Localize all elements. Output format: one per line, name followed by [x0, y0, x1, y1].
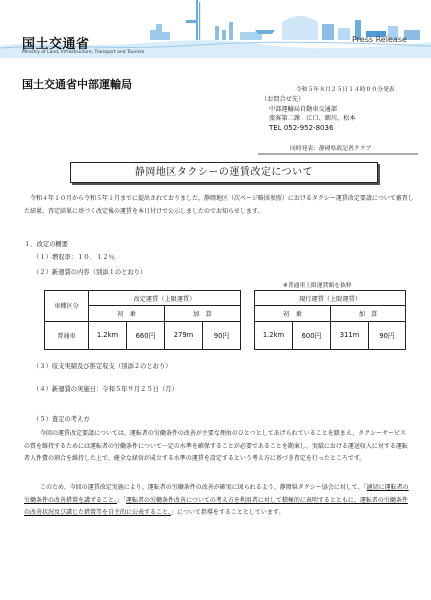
guidance-text-a: このため、今回の運賃改定実施により、運転者の労働条件の改善が確実に図られるよう、静岡県タクシー協会に対して、「	[40, 484, 367, 491]
contact-tel: TEL 052-952-8036	[269, 123, 334, 132]
ministry-logo: 国土交通省	[22, 37, 90, 52]
ministry-name-en: Ministry of Land, Infrastructure, Transport and Tourism	[22, 50, 145, 55]
issuing-organization: 国土交通省中部運輸局	[22, 78, 132, 91]
revenue-heading: （３）収支実績及び推定収支（別添２のとおり）	[33, 363, 172, 370]
header-current-fare: 現行運賃（上限運賃）	[255, 291, 406, 306]
document-title: 静岡地区タクシーの運賃改定について	[70, 162, 378, 183]
header-revised-initial: 初 乗	[89, 306, 165, 321]
contact-heading: （お問合せ先）	[261, 96, 305, 103]
current-additional-fare: 90円	[369, 321, 406, 349]
press-release-badge: Press Release	[352, 35, 407, 44]
revised-additional-distance: 279m	[165, 321, 203, 349]
release-date: 令和５年８月２５日１４時００分発表	[296, 87, 395, 93]
current-initial-fare: 600円	[293, 321, 331, 349]
guidance-underlined-2: 運転者の労働条件改善についての考え方を利用者に対して積極的に表明するとともに、運転者の労働条件の改善状況及び講じた措置等を自主的に公表すること。	[24, 496, 408, 516]
current-initial-distance: 1.2km	[255, 321, 293, 349]
header-revised-fare: 改定運賃（上限運賃）	[89, 291, 241, 306]
guidance-text-c: 」「	[117, 496, 127, 504]
current-additional-distance: 311m	[331, 321, 369, 349]
guidance-text-e: 」について指導をすることとしています。	[171, 509, 285, 516]
revised-initial-fare: 660円	[127, 321, 165, 349]
assessment-heading: （５）査定の考え方	[33, 416, 90, 423]
increase-rate: （１）増収率：１０．１２％	[33, 254, 115, 261]
guidance-paragraph	[24, 482, 410, 520]
contact-section: 旅客第二課 江口、細川、松本	[269, 115, 356, 122]
contact-office: 中部運輸局自動車交通部	[269, 105, 338, 113]
divider	[258, 153, 418, 155]
new-fare-heading: （２）新運賃の内容（別添１のとおり）	[33, 269, 147, 276]
effective-date: （４）新運賃の実施日：令和５年９月２５日（月）	[33, 386, 178, 393]
table-note: ※普通車上限運賃額を抜粋	[283, 283, 352, 289]
press-club-note: 同時発表：静岡県政記者クラブ	[290, 146, 372, 152]
revised-initial-distance: 1.2km	[89, 321, 127, 349]
revised-additional-fare: 90円	[203, 321, 241, 349]
header-current-additional: 加 算	[331, 306, 406, 321]
guidance-underlined-1: 適切に運転者の労働条件の改善措置を講ずること。	[24, 484, 409, 504]
header-revised-additional: 加 算	[165, 306, 241, 321]
table-gap	[241, 291, 255, 350]
header-current-initial: 初 乗	[255, 306, 331, 321]
fare-table	[44, 290, 406, 350]
header-vehicle-class: 車種区分	[45, 291, 89, 322]
section-overview-heading: １．改定の概要	[24, 241, 69, 248]
contact-block	[261, 95, 356, 133]
assessment-paragraph: 今回の運賃改定要請については、運転者の労働条件の改善が主要な理由のひとつとしてあげられていることを踏まえ、タクシーサービスの質を維持するためには運転者の労働条件について一定の水準を確保することが必要であることを勘案し、実績における運送収入に対する運転者人件費の割合を維持した上で、健全な経営が成立する水準の運賃を設定するという考え方に基づき査定を行ったところです。	[24, 430, 408, 462]
row-label-standard: 普通車	[45, 321, 89, 349]
skyline-graphic	[150, 0, 420, 40]
intro-paragraph: 令和４年１０月から令和５年１月までに提出されておりました、静岡地区（次ページ略図参照）におけるタクシー運賃改定要請について審査した結果、査定結果に基づく改定後の運賃を本日付けで公示しましたのでお知らせします。	[24, 195, 414, 215]
